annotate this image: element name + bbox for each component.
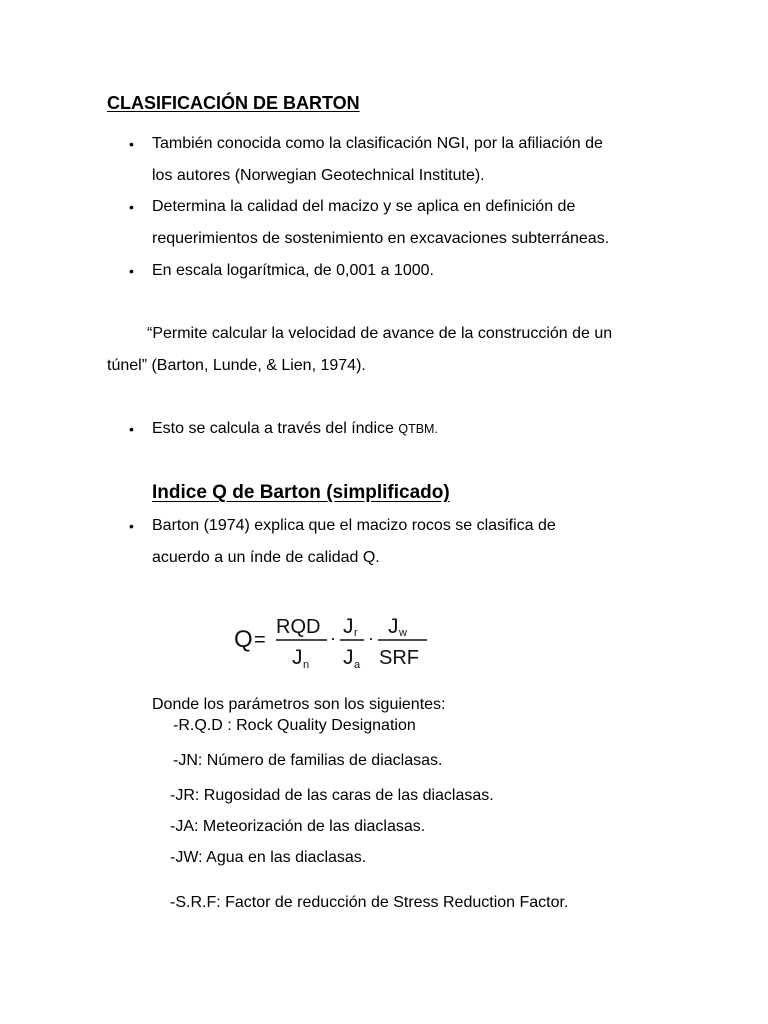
formula-jr: J bbox=[343, 615, 354, 638]
bullet-3-line-1: En escala logarítmica, de 0,001 a 1000. bbox=[152, 262, 434, 279]
bullet-marker: • bbox=[129, 421, 134, 437]
bullet-barton-line-1: Barton (1974) explica que el macizo rocos se clasifica de bbox=[152, 517, 556, 534]
formula-equals: = bbox=[254, 629, 266, 651]
bullet-calc bbox=[152, 419, 438, 439]
formula-jw-sub: w bbox=[399, 627, 407, 639]
formula-q: Q bbox=[234, 626, 253, 653]
bullet-2-line-2: requerimientos de sostenimiento en excavaciones subterráneas. bbox=[152, 230, 610, 247]
params-intro: Donde los parámetros son los siguientes: bbox=[152, 696, 446, 713]
bullet-marker: • bbox=[129, 199, 134, 215]
bullet-2-line-1: Determina la calidad del macizo y se aplica en definición de bbox=[152, 198, 576, 215]
param-srf: -S.R.F: Factor de reducción de Stress Reduction Factor. bbox=[170, 894, 569, 911]
formula-srf: SRF bbox=[379, 647, 419, 669]
bullet-marker: • bbox=[129, 136, 134, 152]
formula-rqd: RQD bbox=[276, 616, 321, 638]
formula-dot: · bbox=[368, 628, 374, 648]
param-jw: -JW: Agua en las diaclasas. bbox=[170, 849, 367, 866]
formula-dot: · bbox=[330, 628, 336, 648]
quote-line-1: “Permite calcular la velocidad de avance de la construcción de un bbox=[147, 325, 613, 342]
q-formula bbox=[232, 604, 432, 676]
bullet-1-line-1: También conocida como la clasificación NGI, por la afiliación de bbox=[152, 135, 603, 152]
index-name: QTBM. bbox=[398, 422, 438, 436]
bullet-marker: • bbox=[129, 263, 134, 279]
param-jn: -JN: Número de familias de diaclasas. bbox=[173, 752, 443, 769]
bullet-calc-text: Esto se calcula a través del índice bbox=[152, 420, 399, 437]
formula-jn: J bbox=[292, 646, 303, 669]
bullet-barton-line-2: acuerdo a un índe de calidad Q. bbox=[152, 549, 380, 566]
formula-ja-sub: a bbox=[354, 659, 361, 671]
formula-jw: J bbox=[388, 615, 399, 638]
quote-line-2: túnel” (Barton, Lunde, & Lien, 1974). bbox=[107, 357, 366, 374]
formula-jr-sub: r bbox=[354, 627, 358, 639]
param-rqd: -R.Q.D : Rock Quality Designation bbox=[173, 717, 416, 734]
formula-jn-sub: n bbox=[303, 659, 310, 671]
page-title: CLASIFICACIÓN DE BARTON bbox=[107, 93, 360, 113]
bullet-1-line-2: los autores (Norwegian Geotechnical Institute). bbox=[152, 167, 485, 184]
param-jr: -JR: Rugosidad de las caras de las diaclasas. bbox=[170, 787, 494, 804]
bullet-marker: • bbox=[129, 518, 134, 534]
formula-ja: J bbox=[343, 646, 354, 669]
param-ja: -JA: Meteorización de las diaclasas. bbox=[170, 818, 426, 835]
section-subtitle: Indice Q de Barton (simplificado) bbox=[152, 482, 450, 503]
